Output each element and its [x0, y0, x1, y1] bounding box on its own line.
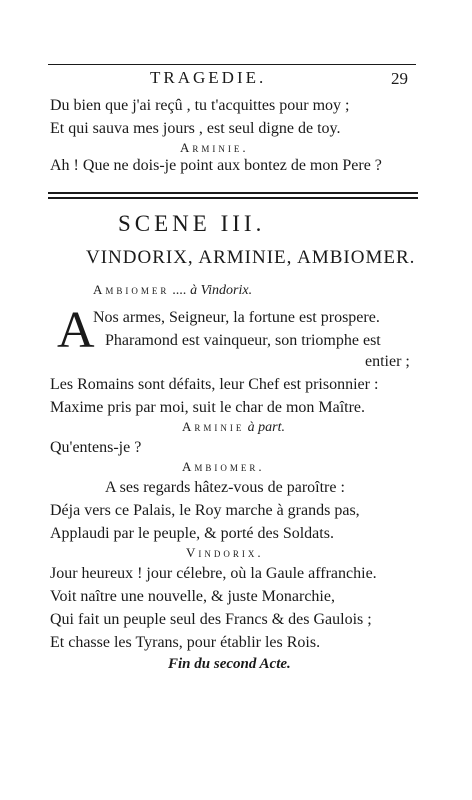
- verse-line: Nos armes, Seigneur, la fortune est prospere.: [93, 309, 380, 326]
- verse-line: Et chasse les Tyrans, pour établir les Rois.: [50, 634, 321, 651]
- verse-line: Du bien que j'ai reçû , tu t'acquittes pour moy ;: [50, 97, 350, 114]
- verse-line: Les Romains sont défaits, leur Chef est prisonnier :: [50, 376, 379, 393]
- verse-line: Maxime pris par moi, suit le char de mon Maître.: [50, 399, 366, 416]
- speaker-name: Ambiomer: [93, 282, 170, 297]
- speaker-name: Arminie.: [180, 140, 249, 155]
- verse-line: entier ;: [365, 353, 410, 370]
- scene-divider-rule: [48, 192, 418, 194]
- speaker-direction-line: [93, 283, 252, 298]
- verse-line: Qui fait un peuple seul des Francs & des Gaulois ;: [50, 611, 372, 628]
- end-of-act-note: Fin du second Acte.: [168, 656, 291, 672]
- verse-line: A ses regards hâtez-vous de paroître :: [105, 479, 345, 496]
- stage-direction: .... à Vindorix.: [172, 283, 253, 298]
- speaker-name: Vindorix.: [186, 545, 264, 560]
- page-number: 29: [391, 69, 408, 88]
- speaker-name: Ambiomer.: [182, 459, 265, 474]
- verse-line: Pharamond est vainqueur, son triomphe est: [105, 332, 381, 349]
- header-top-rule: [48, 64, 416, 65]
- verse-line: Applaudi par le peuple, & porté des Soldats.: [50, 525, 334, 542]
- character-list: VINDORIX, ARMINIE, AMBIOMER.: [86, 247, 416, 268]
- drop-cap: A: [57, 302, 95, 359]
- verse-line: Et qui sauva mes jours , est seul digne de toy.: [50, 120, 341, 137]
- verse-line: Qu'entens-je ?: [50, 439, 142, 456]
- speaker-direction-line: [182, 420, 285, 435]
- verse-line: Ah ! Que ne dois-je point aux bontez de mon Pere ?: [50, 157, 382, 174]
- scene-title: SCENE III.: [118, 211, 266, 236]
- verse-line: Jour heureux ! jour célebre, où la Gaule affranchie.: [50, 565, 377, 582]
- scene-divider-rule: [48, 197, 418, 199]
- stage-direction: à part.: [247, 420, 285, 435]
- verse-line: Voit naître une nouvelle, & juste Monarchie,: [50, 588, 335, 605]
- running-title: TRAGEDIE.: [150, 68, 267, 87]
- verse-line: Déja vers ce Palais, le Roy marche à grands pas,: [50, 502, 360, 519]
- speaker-name: Arminie: [182, 419, 245, 434]
